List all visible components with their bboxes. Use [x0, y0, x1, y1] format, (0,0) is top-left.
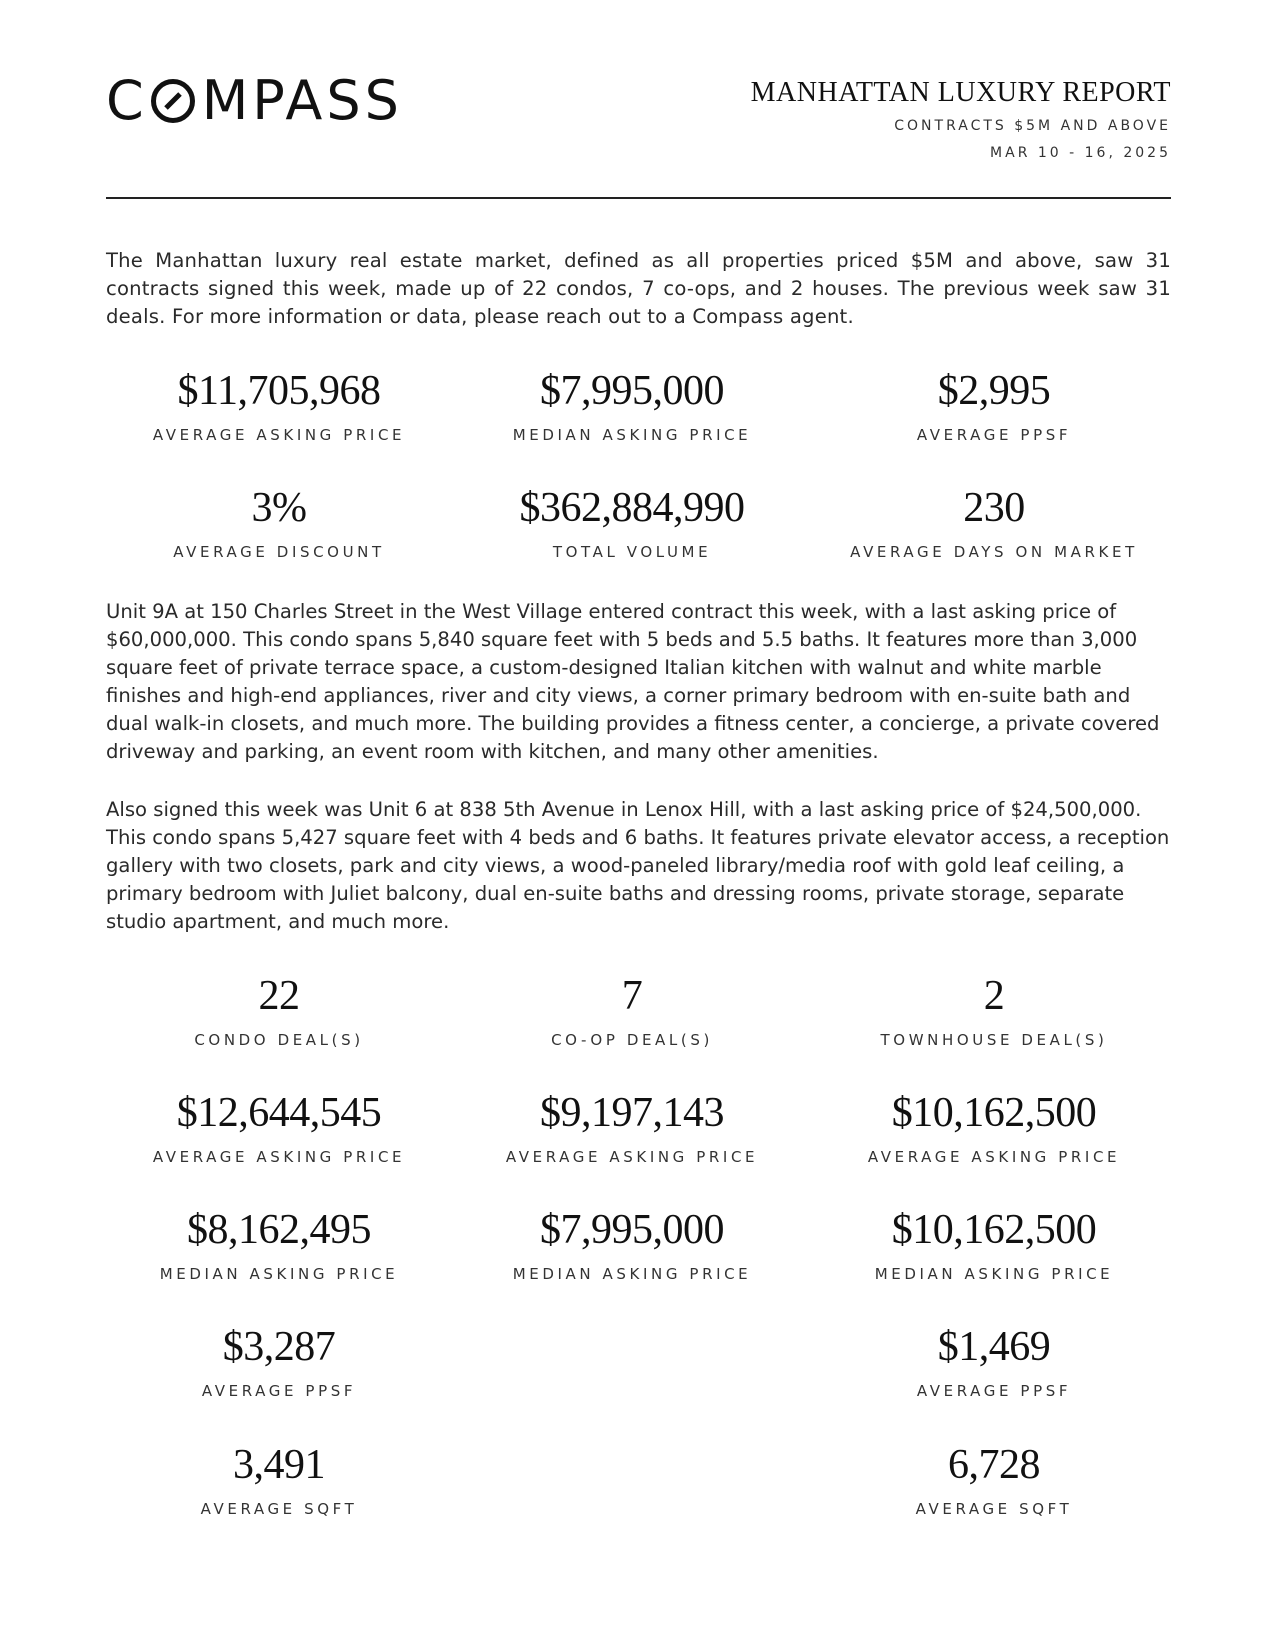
coop-deals — [452, 975, 812, 1048]
report-date: MAR 10 - 16, 2025 — [990, 144, 1171, 161]
townhouse-median-asking-price — [814, 1209, 1174, 1282]
stat-value: $1,469 — [937, 1324, 1051, 1370]
condo-average-sqft — [99, 1444, 459, 1517]
stat-average-ppsf — [814, 370, 1174, 443]
stat-label: CONDO DEAL(S) — [194, 1031, 364, 1049]
stat-label: AVERAGE DISCOUNT — [173, 543, 385, 561]
stat-value: 6,728 — [948, 1442, 1040, 1488]
stat-value: $9,197,143 — [540, 1090, 724, 1136]
townhouse-average-sqft — [814, 1444, 1174, 1517]
stat-label: AVERAGE PPSF — [916, 1382, 1072, 1400]
highlight-paragraph-1: Unit 9A at 150 Charles Street in the West Village entered contract this week, with a last asking price of $60,000,000. This condo spans 5,840 square feet with 5 beds and 5.5 baths. It features more than 3,000 square feet of private terrace space, a custom-designed Italian kitchen with walnut and white marble finishes and high-end appliances, river and city views, a corner primary bedroom with en-suite bath and dual walk-in closets, and much more. The building provides a fitness center, a concierge, a private covered driveway and parking, an event room with kitchen, and many other amenities. — [106, 600, 1160, 763]
stat-median-asking-price — [452, 370, 812, 443]
logo-letter-c: C — [106, 69, 148, 132]
stat-label: AVERAGE ASKING PRICE — [505, 1148, 759, 1166]
stat-value: 2 — [983, 973, 1005, 1019]
stat-value: 7 — [621, 973, 643, 1019]
report-title: MANHATTAN LUXURY REPORT — [750, 77, 1171, 108]
stat-value: 22 — [258, 973, 300, 1019]
stat-label: CO-OP DEAL(S) — [551, 1031, 713, 1049]
report-subtitle: CONTRACTS $5M AND ABOVE — [894, 117, 1171, 134]
condo-deals — [99, 975, 459, 1048]
stat-average-days-on-market — [814, 487, 1174, 560]
stat-label: TOWNHOUSE DEAL(S) — [880, 1031, 1108, 1049]
stat-label: AVERAGE ASKING PRICE — [152, 426, 406, 444]
property-type-stats — [106, 975, 1171, 1535]
header-divider — [106, 197, 1171, 199]
stat-value: $362,884,990 — [519, 485, 745, 531]
stat-value: $3,287 — [222, 1324, 336, 1370]
stat-value: $10,162,500 — [891, 1207, 1097, 1253]
stat-value: $10,162,500 — [891, 1090, 1097, 1136]
townhouse-average-ppsf — [814, 1326, 1174, 1399]
stat-label: TOTAL VOLUME — [552, 543, 712, 561]
stat-label: AVERAGE ASKING PRICE — [152, 1148, 406, 1166]
coop-average-asking-price — [452, 1092, 812, 1165]
stat-value: $8,162,495 — [187, 1207, 371, 1253]
stat-value: 230 — [963, 485, 1025, 531]
summary-stats — [106, 370, 1171, 570]
stat-label: AVERAGE DAYS ON MARKET — [850, 543, 1138, 561]
stat-value: $7,995,000 — [540, 1207, 724, 1253]
intro-paragraph: The Manhattan luxury real estate market, defined as all properties priced $5M and above, saw 31 contracts signed this week, made up of 22 condos, 7 co-ops, and 2 houses. The previous week saw 31 deals. For more information or data, please reach out to a Compass agent. — [106, 249, 1171, 328]
condo-average-ppsf — [99, 1326, 459, 1399]
highlight-paragraph-2: Also signed this week was Unit 6 at 838 5th Avenue in Lenox Hill, with a last asking price of $24,500,000. This condo spans 5,427 square feet with 4 beds and 6 baths. It features private elevator access, a reception gallery with two closets, park and city views, a wood-paneled library/media roof with gold leaf ceiling, a primary bedroom with Juliet balcony, dual en-suite baths and dressing rooms, private storage, separate studio apartment, and much more. — [106, 798, 1170, 933]
stat-label: AVERAGE PPSF — [916, 426, 1072, 444]
report-header — [751, 76, 1171, 161]
townhouse-deals — [814, 975, 1174, 1048]
stat-average-asking-price — [99, 370, 459, 443]
compass-logo — [106, 69, 403, 132]
compass-o-icon — [150, 78, 196, 124]
stat-value: $2,995 — [937, 368, 1051, 414]
stat-value: $7,995,000 — [540, 368, 724, 414]
stat-label: AVERAGE PPSF — [201, 1382, 357, 1400]
condo-average-asking-price — [99, 1092, 459, 1165]
coop-median-asking-price — [452, 1209, 812, 1282]
stat-label: MEDIAN ASKING PRICE — [512, 426, 752, 444]
stat-value: 3,491 — [233, 1442, 325, 1488]
stat-label: AVERAGE SQFT — [200, 1500, 358, 1518]
stat-value: 3% — [251, 485, 307, 531]
stat-value: $11,705,968 — [177, 368, 381, 414]
stat-label: AVERAGE SQFT — [915, 1500, 1073, 1518]
stat-label: MEDIAN ASKING PRICE — [874, 1265, 1114, 1283]
townhouse-average-asking-price — [814, 1092, 1174, 1165]
logo-letters-mpass: MPASS — [201, 69, 403, 132]
stat-average-discount — [99, 487, 459, 560]
stat-value: $12,644,545 — [176, 1090, 382, 1136]
stat-label: MEDIAN ASKING PRICE — [512, 1265, 752, 1283]
stat-label: AVERAGE ASKING PRICE — [867, 1148, 1121, 1166]
stat-total-volume — [452, 487, 812, 560]
condo-median-asking-price — [99, 1209, 459, 1282]
stat-label: MEDIAN ASKING PRICE — [159, 1265, 399, 1283]
